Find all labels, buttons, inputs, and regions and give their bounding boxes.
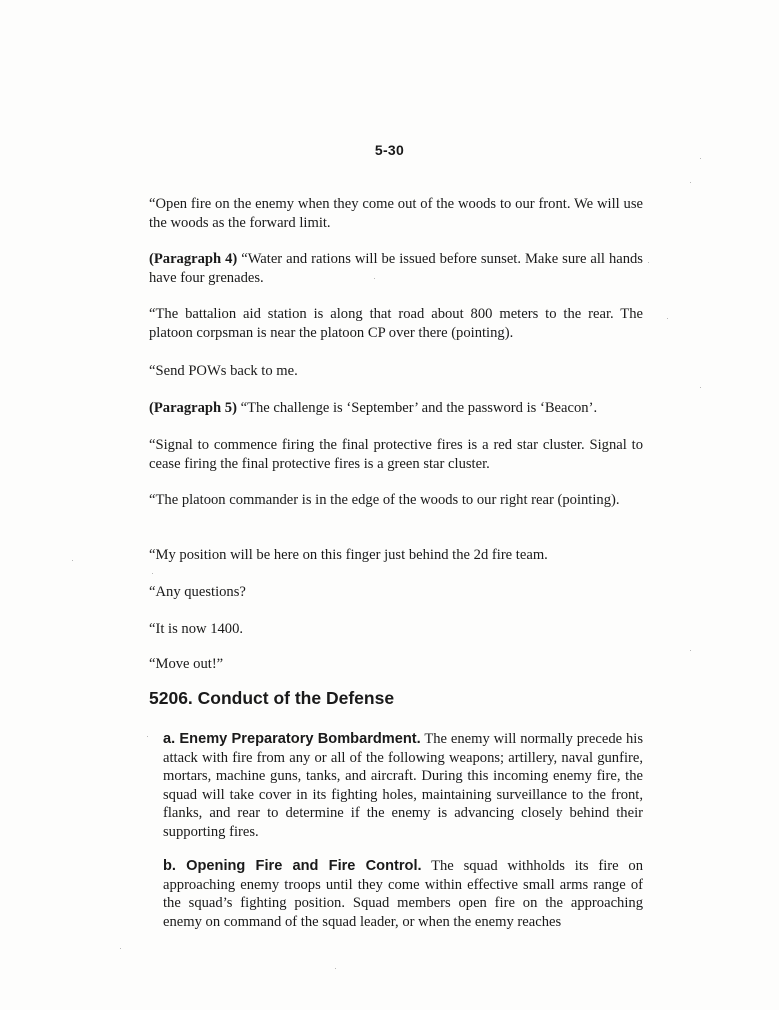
scan-speck bbox=[667, 318, 668, 319]
paragraph-4 bbox=[149, 250, 643, 287]
paragraph-text: “Signal to commence firing the final protective fires is a red star cluster. Signal to cease firing the final protective fires is a green star cluster. bbox=[149, 437, 643, 472]
paragraph-lead: (Paragraph 4) bbox=[149, 251, 238, 267]
paragraph-text: “Open fire on the enemy when they come out of the woods to our front. We will use the woods as the forward limit. bbox=[149, 196, 643, 231]
subsection-opening-fire bbox=[163, 857, 643, 931]
scan-speck bbox=[690, 650, 691, 651]
subsection-title: a. Enemy Preparatory Bombardment. bbox=[163, 731, 421, 747]
subsection-text: The squad withholds its fire on approaching enemy troops until they come within effective small arms range of the squad’s fighting position. Squad members open fire on the approaching enemy on command of the squad leader, or when the enemy reaches bbox=[163, 858, 643, 930]
scan-speck bbox=[690, 182, 691, 183]
paragraph-time bbox=[149, 620, 643, 639]
section-heading: 5206. Conduct of the Defense bbox=[149, 688, 395, 708]
subsection-preparatory-bombardment bbox=[163, 730, 643, 841]
paragraph-platoon-commander bbox=[149, 491, 643, 510]
paragraph-position bbox=[149, 546, 643, 565]
paragraph-pows bbox=[149, 362, 643, 381]
page-number: 5-30 bbox=[374, 142, 405, 158]
paragraph-text: “The platoon commander is in the edge of the woods to our right rear (pointing). bbox=[149, 492, 620, 508]
scan-speck bbox=[72, 560, 73, 561]
paragraph-move-out bbox=[149, 655, 643, 674]
paragraph-text: “Send POWs back to me. bbox=[149, 363, 298, 379]
paragraph-text: “My position will be here on this finger just behind the 2d fire team. bbox=[149, 547, 548, 563]
subsection-text: The enemy will normally precede his attack with fire from any or all of the following weapons; artillery, naval gunfire, mortars, machine guns, tanks, and aircraft. During this incoming enemy fire, the squad will take cover in its fighting holes, maintaining surveillance to the front, flanks, and rear to determine if the enemy is advancing closely behind their supporting fires. bbox=[163, 731, 643, 840]
scan-speck bbox=[335, 968, 336, 969]
paragraph-text: “The battalion aid station is along that road about 800 meters to the rear. The platoon corpsman is near the platoon CP over there (pointing). bbox=[149, 306, 643, 341]
subsection-title: b. Opening Fire and Fire Control. bbox=[163, 858, 422, 874]
scan-speck bbox=[152, 573, 153, 574]
paragraph-text: “Move out!” bbox=[149, 656, 224, 672]
paragraph-text: “The challenge is ‘September’ and the password is ‘Beacon’. bbox=[236, 400, 598, 416]
paragraph-aid-station bbox=[149, 305, 643, 342]
paragraph-lead: (Paragraph 5) bbox=[149, 400, 237, 416]
scan-speck bbox=[648, 262, 649, 263]
paragraph-5 bbox=[149, 399, 643, 418]
paragraph-text: “Any questions? bbox=[149, 584, 246, 600]
scan-speck bbox=[147, 736, 148, 737]
paragraph-questions bbox=[149, 583, 643, 602]
paragraph-signals bbox=[149, 436, 643, 473]
scan-speck bbox=[374, 278, 375, 279]
paragraph-text: “Water and rations will be issued before sunset. Make sure all hands have four grenades. bbox=[149, 251, 643, 286]
paragraph-text: “It is now 1400. bbox=[149, 621, 244, 637]
scan-speck bbox=[700, 158, 701, 159]
scan-speck bbox=[700, 387, 701, 388]
scan-speck bbox=[120, 948, 121, 949]
paragraph-open-fire bbox=[149, 195, 643, 232]
